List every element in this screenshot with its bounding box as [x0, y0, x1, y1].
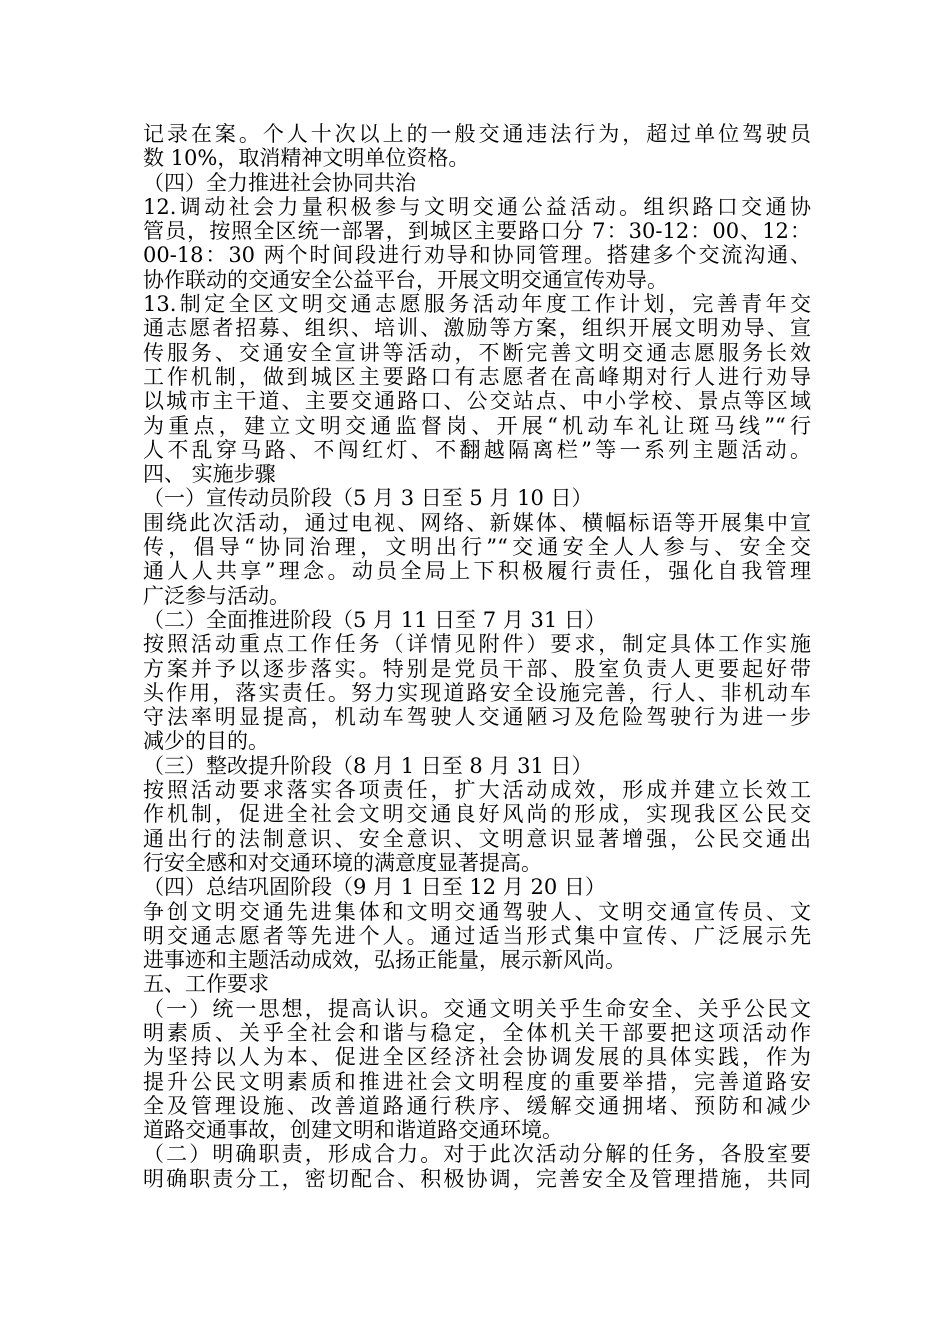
text-line: 行安全感和对交通环境的满意度显著提高。: [143, 850, 542, 875]
text-line: 通志愿者招募、组织、培训、激励等方案，组织开展文明劝导、宣: [143, 316, 811, 341]
text-line: 管员，按照全区统一部署，到城区主要路口分 7：30-12：00、12：: [143, 219, 811, 244]
text-line: 通人人共享”理念。动员全局上下积极履行责任，强化自我管理: [143, 559, 811, 584]
text-line: 为重点，建立文明交通监督岗、开展“机动车礼让斑马线”“行: [143, 413, 811, 438]
document-body: [143, 122, 811, 1191]
text-line: 为坚持以人为本、促进全区经济社会协调发展的具体实践，作为: [143, 1045, 811, 1070]
text-line: 00-18：30 两个时间段进行劝导和协同管理。搭建多个交流沟通、: [143, 243, 811, 268]
text-line: （一）统一思想，提高认识。交通文明关乎生命安全、关乎公民文: [143, 996, 811, 1021]
text-line: 记录在案。个人十次以上的一般交通违法行为，超过单位驾驶员: [143, 122, 811, 146]
text-line: 以城市主干道、主要交通路口、公交站点、中小学校、景点等区域: [143, 389, 811, 414]
text-line: 四、 实施步骤: [143, 462, 276, 487]
text-line: 道路交通事故，创建文明和谐道路交通环境。: [143, 1118, 563, 1143]
text-line: 明交通志愿者等先进个人。通过适当形式集中宣传、广泛展示先: [143, 923, 811, 948]
text-line: 围绕此次活动，通过电视、网络、新媒体、横幅标语等开展集中宣: [143, 510, 811, 535]
text-line: 通出行的法制意识、安全意识、文明意识显著增强，公民交通出: [143, 826, 811, 851]
text-line: （四）总结巩固阶段（9 月 1 日至 12 月 20 日）: [143, 875, 606, 900]
text-line: （二）明确职责，形成合力。对于此次活动分解的任务，各股室要: [143, 1142, 811, 1167]
text-line: 争创文明交通先进集体和文明交通驾驶人、文明交通宣传员、文: [143, 899, 811, 924]
text-line: 按照活动要求落实各项责任，扩大活动成效，形成并建立长效工: [143, 778, 811, 803]
text-line: 明素质、关乎全社会和谐与稳定，全体机关干部要把这项活动作: [143, 1020, 811, 1045]
text-line: 方案并予以逐步落实。特别是党员干部、股室负责人更要起好带: [143, 656, 811, 681]
text-line: 工作机制，做到城区主要路口有志愿者在高峰期对行人进行劝导: [143, 364, 811, 389]
text-line: （一）宣传动员阶段（5 月 3 日至 5 月 10 日）: [143, 486, 593, 511]
text-line: 数 10%，取消精神文明单位资格。: [143, 146, 470, 171]
text-line: 进事迹和主题活动成效，弘扬正能量，展示新风尚。: [143, 948, 626, 973]
text-line: 头作用，落实责任。努力实现道路安全设施完善，行人、非机动车: [143, 680, 811, 705]
text-line: 人不乱穿马路、不闯红灯、不翻越隔离栏”等一系列主题活动。: [143, 437, 811, 462]
text-line: 协作联动的交通安全公益平台，开展文明交通宣传劝导。: [143, 267, 668, 292]
text-line: 作机制，促进全社会文明交通良好风尚的形成，实现我区公民交: [143, 802, 811, 827]
text-line: 减少的目的。: [143, 729, 269, 754]
text-line: 13.制定全区文明交通志愿服务活动年度工作计划，完善青年交: [143, 292, 811, 317]
text-line: （四）全力推进社会协同共治: [143, 170, 416, 195]
text-line: （三）整改提升阶段（8 月 1 日至 8 月 31 日）: [143, 753, 593, 778]
text-line: 五、工作要求: [143, 972, 269, 997]
text-line: 按照活动重点工作任务（详情见附件）要求，制定具体工作实施: [143, 632, 811, 657]
text-line: 传服务、交通安全宣讲等活动，不断完善文明交通志愿服务长效: [143, 340, 811, 365]
text-line: 提升公民文明素质和推进社会文明程度的重要举措，完善道路安: [143, 1069, 811, 1094]
text-line: 全及管理设施、改善道路通行秩序、缓解交通拥堵、预防和减少: [143, 1093, 811, 1118]
text-line: 明确职责分工，密切配合、积极协调，完善安全及管理措施，共同: [143, 1166, 811, 1191]
text-line: 守法率明显提高，机动车驾驶人交通陋习及危险驾驶行为进一步: [143, 705, 811, 730]
text-line: 12.调动社会力量积极参与文明交通公益活动。组织路口交通协: [143, 194, 811, 219]
text-line: 广泛参与活动。: [143, 583, 290, 608]
text-line: （二）全面推进阶段（5 月 11 日至 7 月 31 日）: [143, 607, 606, 632]
text-line: 传，倡导“协同治理，文明出行”“交通安全人人参与、安全交: [143, 535, 811, 560]
